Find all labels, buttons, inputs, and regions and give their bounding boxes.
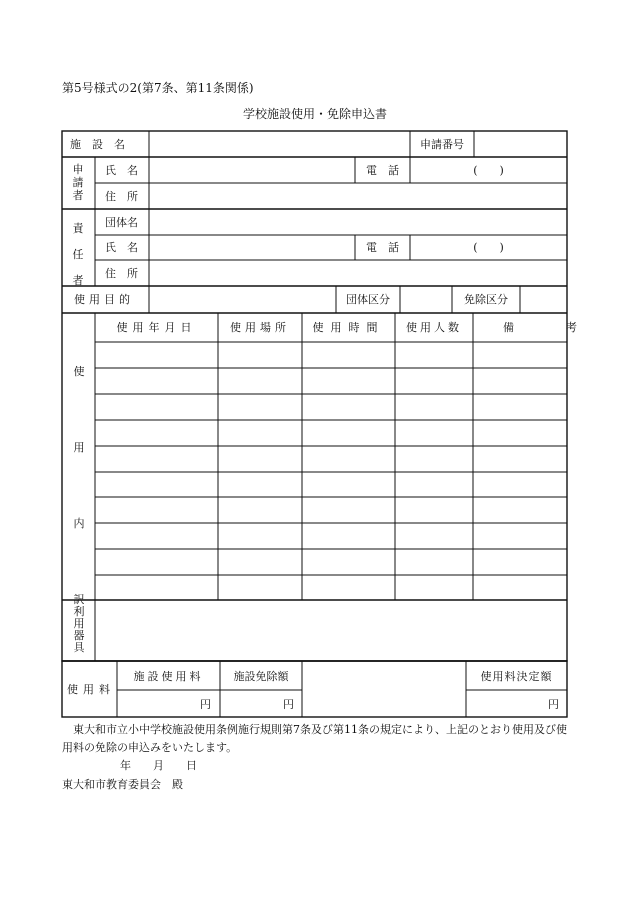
applicant-label: 申請者 [72,163,84,202]
org-category-label: 団体区分 [346,293,390,306]
facility-fee-field[interactable] [118,691,196,716]
fee-decision-label: 使用料決定額 [480,670,553,683]
date-line: 年 月 日 [120,759,197,772]
facility-name-field[interactable] [150,132,409,156]
applicant-name-field[interactable] [150,158,354,182]
facility-exemption-label: 施設免除額 [233,670,289,683]
facility-exemption-field[interactable] [221,691,279,716]
exemption-category-field[interactable] [521,287,566,312]
exemption-category-label: 免除区分 [464,293,508,306]
form-number: 第5号様式の2(第7条、第11条関係) [62,81,254,95]
responsible-address-field[interactable] [150,261,566,285]
facility-fee-label: 施設使用料 [133,670,204,683]
applicant-address-label: 住 所 [105,190,138,203]
facility-exemption-yen: 円 [283,698,294,711]
organization-name-field[interactable] [150,210,566,234]
form-title: 学校施設使用・免除申込書 [242,107,387,121]
responsible-phone-label: 電 話 [366,241,399,254]
declaration-statement: 東大和市立小中学校施設使用条例施行規則第7条及び第11条の規定により、上記のとおり使用及び使用料の免除の申込みをいたします。 [62,723,567,754]
addressee: 東大和市教育委員会 殿 [62,778,183,791]
usage-col-remarks: 備考 [503,321,629,334]
fee-decision-field[interactable] [467,691,545,716]
applicant-phone-field[interactable]: ( ) [473,164,504,177]
organization-name-label: 団体名 [105,216,138,229]
usage-details-label: 使用内訳 [73,365,85,606]
applicant-phone-label: 電 話 [366,164,399,177]
usage-col-time: 使用時間 [312,321,385,334]
usage-col-people: 使用人数 [406,321,462,334]
purpose-label: 使用目的 [74,293,134,306]
equipment-field[interactable] [96,601,566,660]
usage-col-date: 使用年月日 [116,321,197,334]
responsible-phone-field[interactable]: ( ) [473,241,504,254]
application-number-field[interactable] [475,132,566,156]
purpose-field[interactable] [150,287,335,312]
responsible-name-label: 氏 名 [105,241,138,254]
facility-name-label: 施 設 名 [70,138,125,151]
responsible-name-field[interactable] [150,236,354,259]
application-number-label: 申請番号 [420,138,464,151]
responsible-label: 責任者 [72,222,84,287]
responsible-address-label: 住 所 [105,267,138,280]
usage-col-place: 使用場所 [230,321,290,334]
applicant-name-label: 氏 名 [105,164,138,177]
fee-label: 使用料 [67,683,115,696]
org-category-field[interactable] [401,287,451,312]
fee-decision-yen: 円 [548,698,559,711]
applicant-address-field[interactable] [150,184,566,208]
equipment-label: 利用器具 [73,605,85,654]
facility-fee-yen: 円 [200,698,211,711]
